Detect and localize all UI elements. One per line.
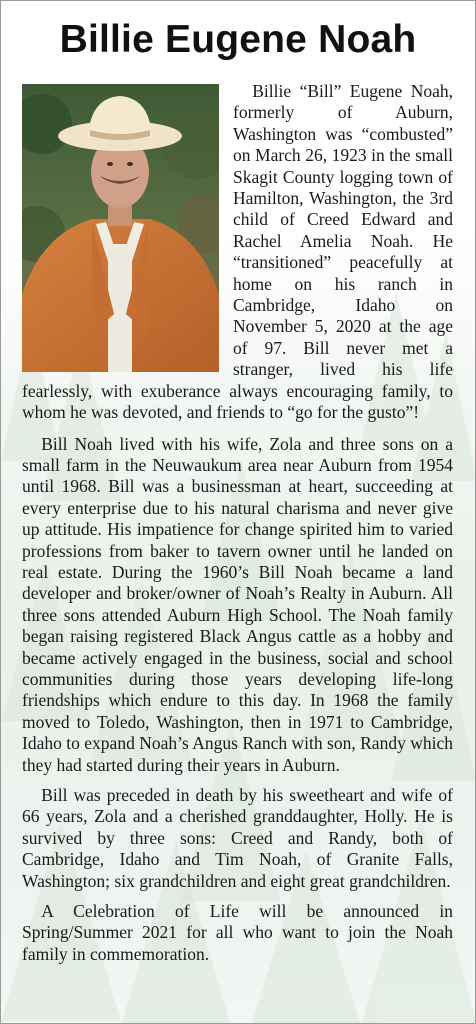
portrait-photo [22,84,219,372]
obituary-paragraph-3: Bill was preceded in death by his sweetheart and wife of 66 years, Zola and a cherished granddaughter, Holly. He is survived by three sons: Creed and Randy, both of Cambridge, Idaho and Tim Noah, of Granite Falls, Washington; six grandchildren and eight great grandchildren. [22,785,453,891]
obituary-title: Billie Eugene Noah [59,18,417,61]
obituary-paragraph-4: A Celebration of Life will be announced in Spring/Summer 2021 for all who want to join the Noah family in commemoration. [22,901,453,964]
obituary-body [1,65,475,965]
obituary-paragraph-1: Billie “Bill” Eugene Noah, formerly of Auburn, Washington was “combusted” on March 26, 1923 in the small Skagit County logging town of Hamilton, Washington, the 3rd child of Creed Edward and Rachel Amelia Noah. He “transitioned” peacefully at home on his ranch in Cambridge, Idaho on November 5, 2020 at the age of 97. Bill never met a stranger, lived his life fearlessly, with exuberance always encouraging family, to whom he was devoted, and friends to “go for the gusto”! [22,81,453,423]
obituary-paragraph-2: Bill Noah lived with his wife, Zola and three sons on a small farm in the Neuwaukum area near Auburn from 1954 until 1968. Bill was a businessman at heart, succeeding at every enterprise due to his natural charisma and never give up attitude. His impatience for change spirited him to varied professions from baker to tavern owner until he landed on real estate. During the 1960’s Bill Noah became a land developer and broker/owner of Noah’s Realty in Auburn. All three sons attended Auburn High School. The Noah family began raising registered Black Angus cattle as a hobby and became actively engaged in the business, social and school communities during those years developing life-long friendships which endure to this day. In 1968 the family moved to Toledo, Washington, then in 1971 to Cambridge, Idaho to expand Noah’s Angus Ranch with son, Randy which they had started during their years in Auburn. [22,433,453,775]
